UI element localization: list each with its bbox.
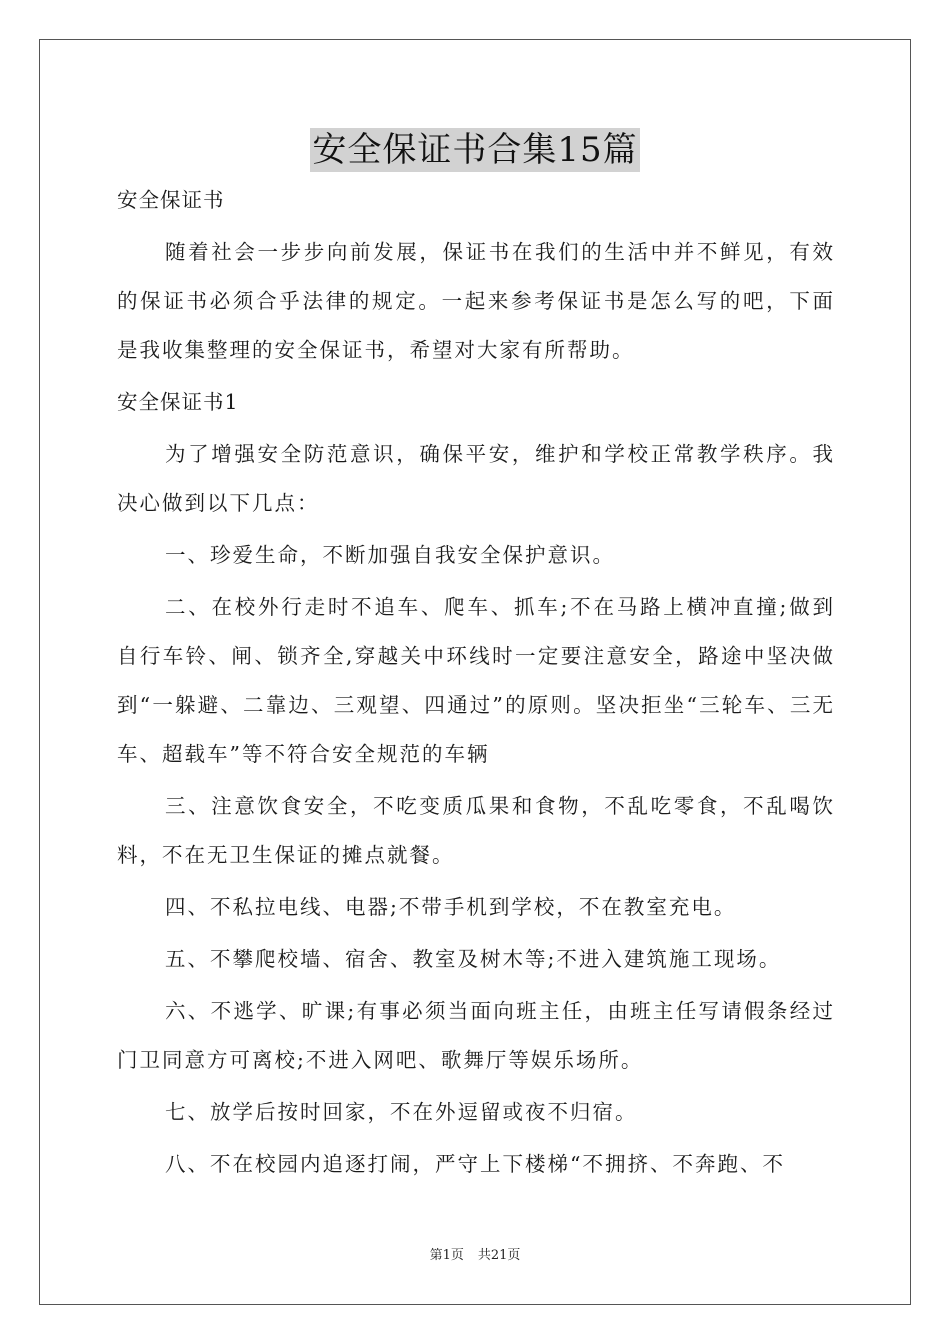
body-paragraph: 五、不攀爬校墙、宿舍、教室及树木等;不进入建筑施工现场。 (165, 947, 782, 971)
section-heading: 安全保证书1 (117, 390, 239, 414)
document-body (117, 176, 835, 1192)
page-number: 第1页 (429, 1248, 464, 1263)
body-paragraph: 三、注意饮食安全，不吃变质瓜果和食物，不乱吃零食，不乱喝饮料，不在无卫生保证的摊点就餐。 (117, 794, 835, 867)
title-container (0, 128, 950, 172)
body-paragraph: 六、不逃学、旷课;有事必须当面向班主任，由班主任写请假条经过门卫同意方可离校;不进入网吧、歌舞厅等娱乐场所。 (117, 999, 835, 1072)
body-paragraph: 二、在校外行走时不追车、爬车、抓车;不在马路上横冲直撞;做到自行车铃、闸、锁齐全,穿越关中环线时一定要注意安全，路途中坚决做到“一躲避、二靠边、三观望、四通过”的原则。坚决拒坐“三轮车、三无车、超载车”等不符合安全规范的车辆 (117, 595, 835, 766)
page-total: 共21页 (477, 1248, 521, 1263)
page-footer (0, 1247, 950, 1265)
body-paragraph: 八、不在校园内追逐打闹，严守上下楼梯“不拥挤、不奔跑、不 (165, 1152, 785, 1176)
body-paragraph: 四、不私拉电线、电器;不带手机到学校，不在教室充电。 (165, 895, 737, 919)
body-paragraph: 一、珍爱生命，不断加强自我安全保护意识。 (165, 543, 615, 567)
body-paragraph: 随着社会一步步向前发展，保证书在我们的生活中并不鲜见，有效的保证书必须合乎法律的规定。一起来参考保证书是怎么写的吧，下面是我收集整理的安全保证书，希望对大家有所帮助。 (117, 240, 835, 362)
document-title: 安全保证书合集15篇 (312, 130, 638, 170)
body-paragraph: 七、放学后按时回家，不在外逗留或夜不归宿。 (165, 1100, 638, 1124)
section-heading: 安全保证书 (117, 188, 225, 212)
body-paragraph: 为了增强安全防范意识，确保平安，维护和学校正常教学秩序。我决心做到以下几点： (117, 442, 835, 515)
